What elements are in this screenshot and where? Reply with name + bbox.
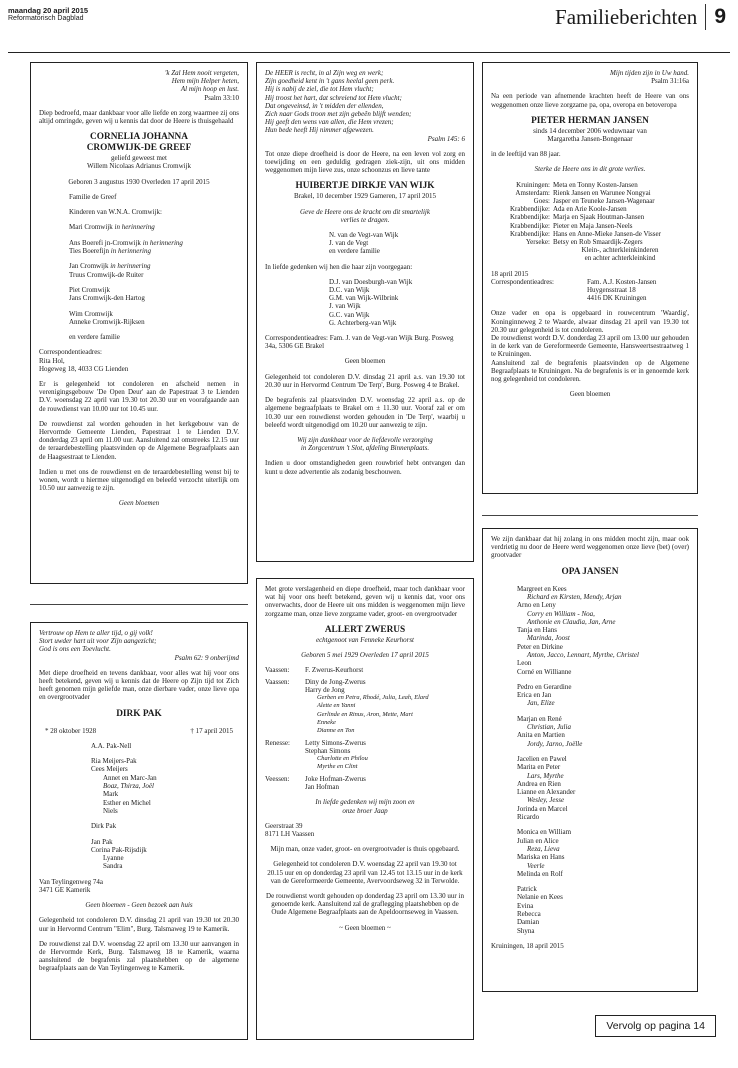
family-member: Damian (517, 918, 540, 927)
family-member: Marjan en René (517, 714, 562, 723)
intro-text: Met grote verslagenheid en diepe droefheid, maar toch dankbaar voor wat hij voor ons heeft betekend, geven wij u kennis dat, voor ons onverwachts, door de Heere uit ons midden is weggenomen mijn lieve zorgzame man, onze lieve zorgzame vader, groot- en overgrootvader (265, 585, 465, 618)
family-group (265, 739, 465, 772)
memorial-note: in herinnering (142, 238, 183, 247)
life-dates: Geboren 5 mei 1929 Overleden 17 april 2015 (301, 651, 429, 660)
verse (39, 629, 239, 662)
service-info: De rouwdienst zal worden gehouden in het kerkgebouw van de Hervormde Gemeente Lienden, Papestraat 1 te Lienden D.V. donderdag 23 april om 11.00 uur. Aansluitend zal omstreeks 12.15 uur de teraardebestelling plaatsvinden op de Algemene Begraafplaats aan de Haagsestraat te Lienden. (39, 419, 239, 461)
family-member: Jordy, Jarno, Joëlle (527, 739, 583, 748)
family-member: Ria Meijers-Pak (91, 757, 137, 766)
family-row (491, 197, 689, 205)
family-member-name: Wim Cromwijk (69, 309, 113, 318)
life-dates: Brakel, 10 december 1929 Gameren, 17 april 2015 (293, 192, 437, 201)
address-line: Fam. A.J. Kosten-Jansen (587, 277, 657, 286)
verse-line: Stort uwder hart uit voor Zijn aangezicht; (39, 637, 157, 646)
spouse-line: geliefd geweest met (111, 154, 167, 163)
family-member: Tanja en Hans (517, 626, 557, 635)
verse-ref: Psalm 31:16a (651, 77, 689, 86)
home-address (265, 822, 465, 838)
family-member: Jasper en Teuneke Jansen-Wagenaar (553, 197, 655, 206)
family-member: Jan Hofman (305, 783, 340, 792)
family-group (265, 775, 465, 792)
family-member: Annet en Marc-Jan (103, 773, 157, 782)
verse-ref: Psalm 33:10 (204, 93, 239, 102)
family-member (39, 286, 239, 294)
family-member: Andrea en Rien (517, 779, 561, 788)
separator (482, 515, 698, 516)
family-member: Mariska en Hans (517, 853, 565, 862)
age-line: in de leeftijd van 88 jaar. (491, 150, 561, 159)
family-member: Myrthe en Clint (317, 763, 358, 771)
family-member (39, 208, 239, 216)
memorial-line: In liefde gedenken wij hen die haar zijn voorgegaan: (265, 262, 413, 271)
family-group-members (305, 666, 363, 674)
notice-date: 18 april 2015 (491, 269, 529, 278)
family-member: Klein-, achterkleinkinderen (581, 246, 659, 255)
family-place: Veessen: (265, 774, 290, 783)
verse-line: Hij is nabij de ziel, die tot Hem vlucht; (265, 85, 374, 94)
family-member: Dirk Pak (91, 822, 117, 831)
family-place: Renesse: (265, 738, 290, 747)
family-member (39, 262, 239, 270)
deceased-name-2: CROMWIJK-DE GREEF (86, 143, 192, 154)
family-member (39, 239, 239, 247)
verse-2: Sterke de Heere ons in dit grote verlies. (534, 165, 646, 174)
family-member: Reza, Lieva (527, 844, 560, 853)
family-place: Vaassen: (265, 666, 290, 675)
family-member (39, 294, 239, 302)
verse-line: Vertrouw op Hem te aller tijd, o gij volk! (39, 629, 153, 637)
spouse-line: sinds 14 december 2006 weduwnaar van (533, 126, 647, 135)
address-line: 4416 DK Kruiningen (587, 294, 647, 303)
family-list (39, 193, 239, 342)
family-member: A.A. Pak-Nell (91, 741, 132, 750)
header-rule (8, 52, 730, 53)
viewing-info: Onze vader en opa is opgebaard in rouwcentrum 'Waardig', Koninginneweg 2 te Waarde, alwaar dinsdag 21 april van 19.30 tot 20.30 uur gelegenheid is tot condoleren. (491, 309, 689, 334)
family-row (491, 230, 689, 238)
family-member: Marita en Peter (517, 763, 561, 772)
family-member (39, 271, 239, 279)
family-member: Joke Hofman-Zwerus (305, 774, 366, 783)
flowers-note: Geen bloemen (344, 357, 386, 366)
family-list (39, 742, 239, 871)
family-member: Jacelien en Pawel (517, 754, 567, 763)
family-member: Harry de Jong (305, 685, 345, 694)
family-member: D.C. van Wijk (329, 286, 370, 295)
address-line: Correspondentieadres: (39, 348, 102, 357)
viewing-info: Mijn man, onze vader, groot- en overgrootvader is thuis opgebaard. (270, 845, 460, 854)
verse-line: God is ons een Toevlucht. (39, 645, 111, 654)
verse-line: Hem mijn Helper heten, (171, 77, 239, 86)
family-member: Hans en Anne-Mieke Jansen-de Visser (553, 229, 661, 238)
verse-line: Hij troost het hart, dat schreiend tot Hem vlucht; (265, 93, 402, 102)
family-member: Richard en Kirsten, Mendy, Arjan (527, 592, 622, 601)
family-member: Peter en Dirkine (517, 642, 563, 651)
correspondence-address (491, 278, 689, 303)
address-label: Correspondentieadres: (491, 277, 554, 286)
family-member: Jorinda en Marcel (517, 804, 568, 813)
family-member: Anton, Jacco, Lennart, Myrthe, Christel (527, 650, 639, 659)
deceased-name: ALLERT ZWERUS (324, 624, 406, 635)
address-line: Hogeweg 18, 4033 CG Lienden (39, 364, 129, 373)
family-member (39, 333, 239, 341)
verse-ref: Psalm 145: 6 (427, 134, 465, 143)
family-row (491, 222, 689, 230)
condolence-info: Gelegenheid tot condoleren D.V. dinsdag 21 april a.s. van 19.30 tot 20.30 uur in Hervormd Centrum 'De Terp', Burg. Posweg 4 te Brakel. (265, 372, 465, 389)
notice-info: Indien u door omstandigheden geen rouwbrief hebt ontvangen dan kunt u deze advertentie als zodanig beschouwen. (265, 459, 465, 476)
attendance-info: Indien u met ons de rouwdienst en de teraardebestelling wenst bij te wonen, wordt u hiermee uitgenodigd en beleefd verzocht uiterlijk om 10.50 uur aanwezig te zijn. (39, 467, 239, 493)
address-lines (587, 278, 656, 303)
birth-date: * 28 oktober 1928 (45, 726, 97, 735)
notice-jansen (482, 62, 698, 494)
family-place: Kruiningen: (516, 180, 550, 189)
family-member: en achter achterkleinkind (584, 254, 656, 263)
family-member: G.C. van Wijk (329, 310, 370, 319)
memorial-note: in herinnering (114, 223, 155, 232)
grandchildren-line (491, 246, 689, 262)
family-member: Sandra (103, 862, 123, 871)
deceased-name: DIRK PAK (116, 708, 162, 719)
verse-line: verlies te dragen. (340, 215, 390, 224)
verse-line: Dat ongeveinsd, in 't midden der ellenden, (265, 101, 384, 110)
closing-note: Geen bloemen (118, 499, 160, 508)
memorial-note: in herinnering (110, 262, 151, 271)
family-place: Krabbendijke: (509, 229, 550, 238)
continued-text: Vervolg op pagina 14 (606, 1020, 705, 1032)
family-member: Lyanne (103, 854, 124, 863)
verse-line: 'k Zal Hem nooit vergeten, (164, 69, 239, 77)
verse-line: Geve de Heere ons de kracht om dit smartelijk (300, 207, 430, 216)
condolence-info: Gelegenheid tot condoleren D.V. woensdag 22 april van 19.30 tot 20.15 uur en op donderdag 23 april van 12.45 tot 13.15 uur in de kerk van de Gereformeerde Gemeente, Avervoordseweg 32 in Terwolde. (267, 860, 463, 885)
verse-ref: Psalm 62: 9 onberijmd (174, 653, 239, 662)
notice-pak (30, 622, 248, 1040)
family-member: Jan, Elize (527, 699, 555, 708)
family-member (39, 223, 239, 231)
verse (265, 69, 465, 143)
page-number: 9 (705, 4, 726, 30)
family-row (491, 238, 689, 246)
memorial-text: In liefde gedenken wij mijn zoon en (315, 798, 415, 807)
section-title: Familieberichten (555, 5, 698, 29)
family-member-name: en verdere familie (69, 333, 120, 342)
life-dates (39, 727, 239, 735)
thanks-line: in Zorgcentrum 't Slot, afdeling Binnenplaats. (300, 444, 430, 453)
intro-text: Na een periode van afnemende krachten heeft de Heere van ons weggenomen onze lieve zorgzame pa, opa, overopa en betoveropa (491, 92, 689, 109)
notice-van-wijk (256, 62, 474, 562)
family-member-name: Jans Cromwijk-den Hartog (69, 294, 145, 303)
address-line: 8171 LH Vaassen (265, 829, 315, 838)
closing-note: Geen bloemen (569, 390, 611, 399)
service-info: De rouwdienst wordt gehouden op donderdag 23 april om 13.30 uur in genoemde kerk. Aansluitend zal de grafleggíng plaatshebben op de Oude Algemene Begraafplaats aan de Apeldoornseweg in Vaassen. (266, 892, 464, 917)
family-group-members (305, 739, 368, 772)
death-date: † 17 april 2015 (190, 726, 233, 735)
spouse-line: echtgenoot van Fenneke Keurhorst (315, 635, 415, 644)
address-line: Rita Hol, (39, 356, 65, 365)
family-member-name: Kinderen van W.N.A. Cromwijk: (69, 208, 162, 217)
family-member-name: Anneke Cromwijk-Rijksen (69, 317, 145, 326)
family-member: G. Achterberg-van Wijk (329, 318, 397, 327)
service-info: De begrafenis zal plaatsvinden D.V. woensdag 22 april a.s. op de algemene begraafplaats te Brakel om ± 11.30 uur. Vooraf zal er om 10.30 uur een rouwdienst worden gehouden in 'De Terp', waarbij u beleefd wordt uitgenodigd om 10.20 uur aanwezig te zijn. (265, 396, 465, 429)
family-member: Anthonie en Claudia, Jan, Arne (527, 617, 616, 626)
family-member: Jan Pak (91, 837, 113, 846)
family-member: Rienk Jansen en Warunee Nongyai (553, 188, 651, 197)
family-member: Letty Simons-Zwerus (305, 738, 366, 747)
family-member: Ricardo (517, 813, 540, 822)
family-member-name: Jan Cromwijk (69, 262, 111, 271)
family-member: Dianne en Ton (317, 727, 355, 735)
family-member: J. van de Vegt (329, 239, 369, 248)
family-row (491, 189, 689, 197)
predeceased-list (265, 278, 465, 327)
spouse-name: Willem Nicolaas Adrianus Cromwijk (86, 162, 192, 171)
intro-text: We zijn dankbaar dat hij zolang in ons midden mocht zijn, maar ook verdrietig nu door de Heere werd weggenomen onze lieve (bet) (over) grootvader (491, 535, 689, 560)
service-info: De rouwdienst zal D.V. woensdag 22 april om 13.30 uur aanvangen in de Hervormde Kerk, Burg. Talsmaweg 18 te Kamerik, waarna aansluitend de begrafenis zal plaatshebben op de algemene begraafplaats aan de Van Teylingenweg te Kamerik. (39, 939, 239, 973)
intro-text: Met diepe droefheid en tevens dankbaar, voor alles wat hij voor ons heeft betekend, geven wij u kennis dat de Heere op Zijn tijd tot Zich heeft genomen mijn geliefde man, onze dierbare vader, onze lieve opa en overgrootvader (39, 668, 239, 702)
flowers-note: Geen bloemen - Geen bezoek aan huis (85, 901, 193, 910)
masthead-left (8, 6, 88, 23)
family-member-name: Ties Boerefijn (69, 247, 111, 256)
family-place: Krabbendijke: (509, 221, 550, 230)
family-member (39, 193, 239, 201)
deceased-name: PIETER HERMAN JANSEN (531, 115, 649, 126)
closing-note: ~ Geen bloemen ~ (339, 923, 391, 932)
family-row (491, 181, 689, 189)
family-member: D.J. van Doesburgh-van Wijk (329, 277, 413, 286)
address-line: 3471 GE Kamerik (39, 885, 91, 894)
family-member: Gerben en Petra, Rhodé, Julia, Leah, Elard (317, 694, 429, 702)
family-member: Enneke (317, 719, 336, 726)
family-row (491, 213, 689, 221)
family-member: Boaz, Thirza, Joël (103, 782, 154, 791)
family-member: Rebecca (517, 910, 541, 918)
service-info: De rouwdienst wordt D.V. donderdag 23 april om 13.00 uur gehouden in de kerk van de Gereformeerde Gemeente, Hansweertsestraatweg 1 te Kruiningen. (491, 334, 689, 359)
family-member: Corry en William - Noa, (527, 609, 595, 618)
family-member-name: Familie de Greef (69, 192, 117, 201)
family-place: Krabbendijke: (509, 205, 550, 214)
home-address (39, 878, 239, 894)
family-member: Stephan Simons (305, 746, 351, 755)
family-list (491, 585, 689, 935)
family-member: Cees Meijers (91, 765, 128, 774)
family-place: Amsterdam: (515, 188, 550, 197)
address-line: Huygensstraat 18 (587, 286, 636, 295)
family-member: Arno en Leny (517, 601, 556, 610)
family-place: Vaassen: (265, 677, 290, 686)
family-member: Anita en Martien (517, 731, 565, 740)
family-member: Margreet en Kees (517, 584, 567, 593)
family-member: Ada en Arie Koole-Jansen (553, 205, 627, 214)
family-group (265, 678, 465, 736)
correspondence-address: Correspondentieadres: Fam. J. van de Vegt-van Wijk Burg. Posweg 34a, 5306 GE Brakel (265, 334, 454, 351)
continued-link[interactable] (595, 1015, 716, 1037)
family-list (265, 231, 465, 256)
family-place: Goes: (533, 197, 550, 206)
notice-zwerus (256, 578, 474, 1040)
deceased-name: CORNELIA JOHANNA (90, 132, 188, 143)
verse-line: Zich naar Gods troon met zijn gebeên blijft wenden; (265, 110, 412, 119)
family-member: Erica en Jan (517, 691, 552, 700)
family-member: Wesley, Jesse (527, 796, 565, 805)
family-member: Christian, Julia (527, 723, 571, 732)
family-member (39, 318, 239, 326)
memorial-line (265, 798, 465, 814)
family-group-members (305, 775, 366, 792)
family-member (39, 247, 239, 255)
family-member: Monica en William (517, 828, 572, 837)
issue-date: maandag 20 april 2015 (8, 6, 89, 15)
memorial-text: onze broer Jaap (342, 806, 388, 815)
family-member: Nelanie en Kees (517, 893, 563, 902)
life-dates: Geboren 3 augustus 1930 Overleden 17 april 2015 (68, 177, 210, 186)
thanks-line: Wij zijn dankbaar voor de liefdevolle verzorging (297, 435, 433, 444)
intro-text: Diep bedroefd, maar dankbaar voor alle liefde en zorg waarmee zij ons altijd omringde, geven wij u kennis dat door de Heere is thuisgehaald (39, 108, 239, 126)
family-member: Lars, Myrthe (527, 771, 564, 780)
family-member: Charlotte en Philou (317, 755, 368, 763)
family-member: Patrick (517, 885, 537, 894)
family-member: J. van Wijk (329, 302, 361, 311)
address-line: Van Teylingenweg 74a (39, 877, 103, 886)
family-member: Corina Pak-Rijsdijk (91, 845, 147, 854)
family-row (491, 205, 689, 213)
family-member: Shyna (517, 926, 535, 935)
notice-cromwijk (30, 62, 248, 584)
family-member: Marja en Sjaak Houtman-Jansen (553, 213, 645, 222)
address-line: Geerstraat 39 (265, 821, 303, 830)
family-member: Esther en Michel (103, 798, 151, 807)
family-place: Krabbendijke: (509, 213, 550, 222)
verse-line: Hij geeft den wens van allen, die Hem vrezen; (265, 118, 394, 127)
family-member: Pedro en Gerardine (517, 682, 572, 691)
condolence-info: Gelegenheid tot condoleren D.V. dinsdag 21 april van 19.30 tot 20.30 uur in Hervormd Centrum "Elim", Burg. Talsmaweg 19 te Kamerik. (39, 916, 239, 933)
separator (30, 604, 248, 605)
family-group-members (305, 678, 429, 736)
memorial-note: in herinnering (110, 247, 151, 256)
notice-opa-jansen (482, 528, 698, 992)
family-member: en verdere familie (329, 247, 380, 256)
verse-2 (265, 208, 465, 224)
family-member: Julian en Alice (517, 836, 559, 845)
verse (39, 69, 239, 102)
masthead-right (555, 4, 726, 30)
family-member-name: Mari Cromwijk (69, 223, 115, 232)
family-member-name: Piet Cromwijk (69, 285, 111, 294)
family-member: Meta en Tonny Kosten-Jansen (553, 180, 638, 189)
burial-info: Aansluitend zal de begrafenis plaatsvinden op de Algemene Begraafplaats te Kruiningen. Na de begrafenis is er in genoemde kerk nog gelegenheid tot condoleren. (491, 358, 689, 384)
verse-line: De HEER is recht, in al Zijn weg en werk; (265, 69, 384, 77)
family-member: Marinda, Joost (527, 634, 570, 643)
family-member (39, 310, 239, 318)
family-place: Yerseke: (525, 238, 550, 247)
family-member-name: Ans Boerefi jn-Cromwijk (69, 238, 143, 247)
family-list (491, 181, 689, 247)
condolence-info: Er is gelegenheid tot condoleren en afscheid nemen in verenigingsgebouw 'De Open Deur' aan de Papestraat 3 te Lienden D.V. woensdag 22 april van 19.30 tot 20.30 uur en voorafgaande aan de rouwdienst van 10.00 uur tot 10.45 uur. (39, 380, 239, 413)
intro-text: Tot onze diepe droefheid is door de Heere, na een leven vol zorg en toewijding en een geduldig gedragen ziek-zijn, uit ons midden weggenomen mijn lieve zus, onze schoonzus en lieve tante (265, 149, 465, 175)
verse-line: Al mijn hoop en lust. (180, 85, 239, 94)
family-member: N. van de Vegt-van Wijk (329, 231, 399, 240)
verse-line: Hun bede heeft Hij nimmer afgewezen. (265, 126, 374, 135)
family-member: Melinda en Rolf (517, 869, 563, 878)
family-list (265, 666, 465, 791)
family-member: Corné en Willianne (517, 667, 572, 676)
verse-line: Zijn goedheid kent in 't gans heelal geen perk. (265, 77, 395, 86)
family-member: Evina (517, 901, 534, 910)
correspondence-address (39, 348, 239, 373)
family-member: Leon (517, 659, 532, 668)
deceased-name: HUIBERTJE DIRKJE VAN WIJK (295, 181, 435, 192)
family-member: Niels (103, 806, 118, 815)
newspaper-name: Reformatorisch Dagblad (8, 15, 84, 22)
family-member: Veerle (527, 861, 545, 870)
verse (491, 69, 689, 85)
family-member: Alette en Yanni (317, 702, 356, 710)
family-member: Lianne en Alexander (517, 788, 576, 797)
family-member: Pieter en Maja Jansen-Neels (553, 221, 633, 230)
family-member: Betsy en Rob Smaardijk-Zegers (553, 238, 643, 247)
spouse-name: Margaretha Jansen-Bongenaar (547, 135, 633, 144)
family-group (265, 666, 465, 674)
deceased-name: OPA JANSEN (561, 566, 619, 577)
family-member: Mark (103, 790, 119, 799)
family-member-name: Truus Cromwijk-de Ruiter (69, 270, 144, 279)
thanks-note (265, 436, 465, 452)
notice-place-date: Kruiningen, 18 april 2015 (491, 941, 564, 950)
family-member: G.M. van Wijk-Wilbrink (329, 294, 399, 303)
family-member: Diny de Jong-Zwerus (305, 677, 366, 686)
family-member: F. Zwerus-Keurhorst (305, 666, 364, 675)
family-member: Gerlinde en Rinus, Aron, Mette, Mart (317, 710, 413, 718)
verse-line: Mijn tijden zijn in Uw hand. (610, 69, 689, 77)
